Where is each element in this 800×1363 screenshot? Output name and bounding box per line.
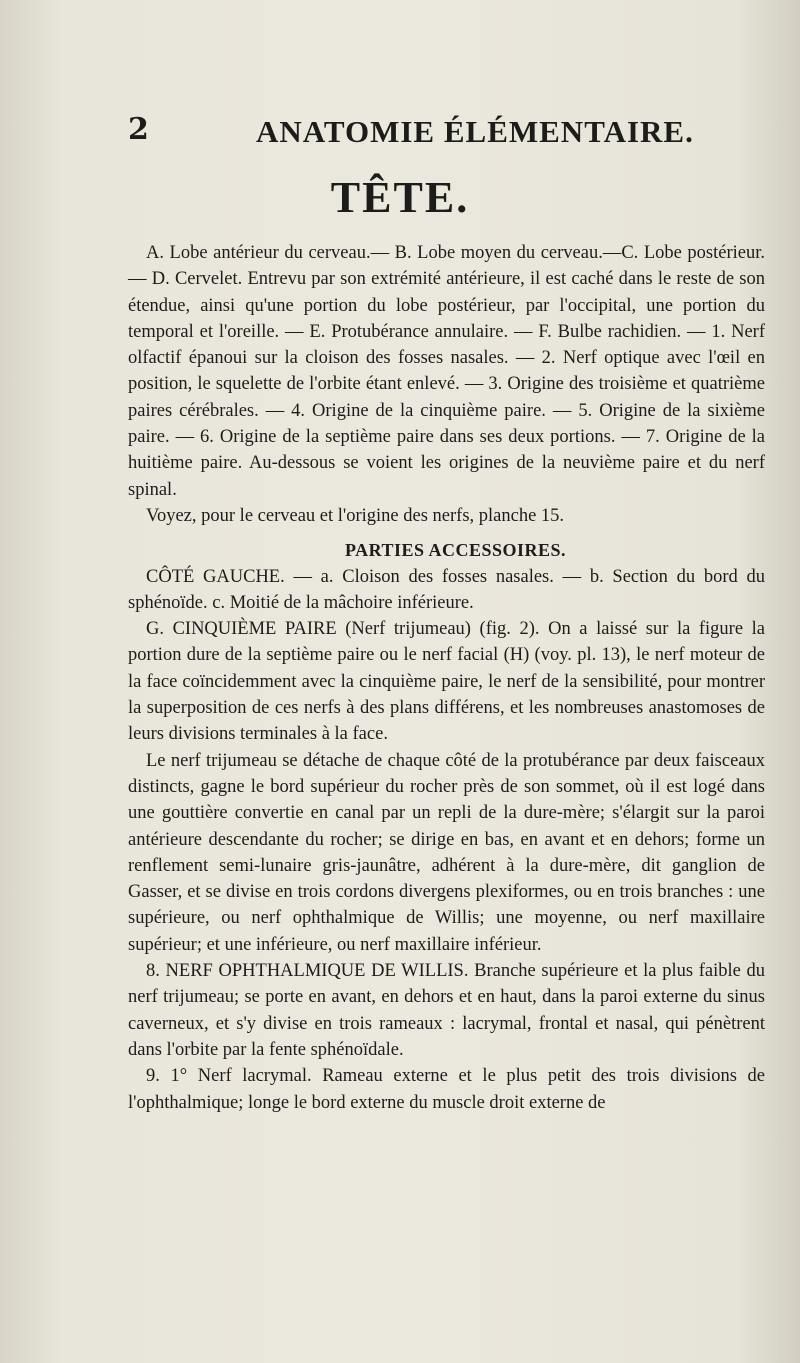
paragraph-5: 9. 1° Nerf lacrymal. Rameau externe et le plus petit des trois divisions de l'ophthalmique; longe le bord externe du muscle droit externe de bbox=[128, 1066, 765, 1113]
paragraph-2: G. CINQUIÈME PAIRE (Nerf trijumeau) (fig. 2). On a laissé sur la figure la portion dure de la septième paire ou le nerf facial (H) (voy. pl. 13), le nerf moteur de la face coïncidemment avec la cinquième paire, le nerf de la sensibilité, pour montrer la superposition de ces nerfs à des plans différens, et les nombreuses anastomoses de leurs divisions terminales à la face. bbox=[128, 619, 765, 745]
section-title: TÊTE. bbox=[330, 173, 470, 222]
subheading: PARTIES ACCESSOIRES. bbox=[344, 540, 567, 561]
intro-paragraph-1: A. Lobe antérieur du cerveau.— B. Lobe moyen du cerveau.—C. Lobe postérieur. — D. Cervelet. Entrevu par son extrémité antérieure, il est caché dans le reste de son étendue, ainsi qu'une portion du lobe postérieur, par l'occipital, une portion du temporal et l'oreille. — E. Protubérance annulaire. — F. Bulbe rachidien. — 1. Nerf olfactif épanoui sur la cloison des fosses nasales. — 2. Nerf optique avec l'œil en position, le squelette de l'orbite étant enlevé. — 3. Origine des troisième et quatrième paires cérébrales. — 4. Origine de la cinquième paire. — 5. Origine de la sixième paire. — 6. Origine de la septième paire dans ses deux portions. — 7. Origine de la huitième paire. Au-dessous se voient les origines de la neuvième paire et du nerf spinal. bbox=[128, 243, 765, 500]
body-text bbox=[128, 240, 765, 1116]
page-header bbox=[128, 112, 768, 152]
intro-paragraph-2: Voyez, pour le cerveau et l'origine des nerfs, planche 15. bbox=[146, 505, 565, 526]
page-number: 2 bbox=[128, 112, 149, 147]
paragraph-1: CÔTÉ GAUCHE. — a. Cloison des fosses nasales. — b. Section du bord du sphénoïde. c. Moitié de la mâchoire inférieure. bbox=[128, 566, 765, 613]
paragraph-3: Le nerf trijumeau se détache de chaque côté de la protubérance par deux faisceaux distincts, gagne le bord supérieur du rocher près de son sommet, où il est logé dans une gouttière convertie en canal par un repli de la dure-mère; s'élargit sur la paroi antérieure descendante du rocher; se dirige en bas, en avant et en dehors; forme un renflement semi-lunaire gris-jaunâtre, adhérent à la dure-mère, dit ganglion de Gasser, et se divise en trois cordons divergens plexiformes, ou en trois branches : une supérieure, ou nerf ophthalmique de Willis; une moyenne, ou nerf maxillaire supérieur; et une inférieure, ou nerf maxillaire inférieur. bbox=[128, 750, 765, 955]
running-title: ANATOMIE ÉLÉMENTAIRE. bbox=[256, 114, 694, 149]
paragraph-4: 8. NERF OPHTHALMIQUE DE WILLIS. Branche supérieure et la plus faible du nerf trijumeau; se porte en avant, en dehors et en haut, dans la paroi externe du sinus caverneux, et s'y divise en trois rameaux : lacrymal, frontal et nasal, qui pénètrent dans l'orbite par la fente sphénoïdale. bbox=[128, 961, 765, 1060]
